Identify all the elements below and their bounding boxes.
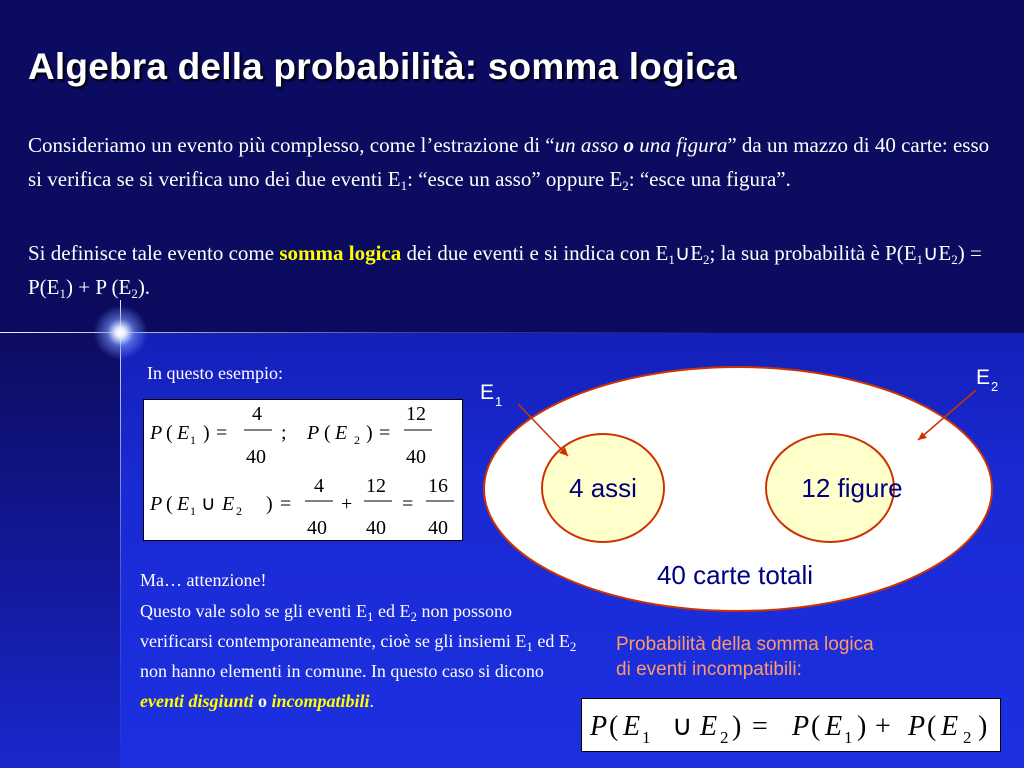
warn-highlight-disgiunti: eventi disgiunti bbox=[140, 691, 254, 711]
warn-sub-3: 1 bbox=[526, 639, 533, 654]
def-union-symbol: ∪ bbox=[674, 241, 691, 265]
ff-p1: P bbox=[590, 711, 608, 742]
f-e4: E bbox=[222, 493, 235, 515]
def-highlight-somma-logica: somma logica bbox=[279, 241, 402, 265]
incompatible-prob-label bbox=[616, 632, 874, 682]
f-sub1a: 1 bbox=[190, 433, 196, 447]
def-text-h: ). bbox=[137, 275, 151, 299]
prob-label-line1: Probabilità della somma logica bbox=[616, 634, 874, 655]
warn-bold-o: o bbox=[253, 691, 272, 711]
f-den-40e: 40 bbox=[428, 517, 448, 539]
ff-e3: E bbox=[825, 711, 843, 742]
f-eq4: = bbox=[402, 493, 414, 515]
f-e2: E bbox=[335, 422, 348, 444]
intro-sub-2: 2 bbox=[622, 178, 629, 193]
f-lp3: ( bbox=[166, 493, 173, 515]
intro-sub-1: 1 bbox=[400, 178, 408, 193]
prob-label-line2: di eventi incompatibili: bbox=[616, 659, 802, 680]
f-e3: E bbox=[177, 493, 190, 515]
f-rp3: ) bbox=[266, 493, 273, 515]
warn-text-b: ed E bbox=[373, 601, 411, 621]
ff-e2: E bbox=[700, 711, 718, 742]
warn-sub-1: 1 bbox=[366, 609, 374, 624]
ff-rp1: ) bbox=[732, 711, 742, 742]
ff-lp3: ( bbox=[927, 711, 937, 742]
intro-paragraph bbox=[28, 128, 1003, 196]
example-formula-box bbox=[143, 399, 463, 541]
def-sub-5: 1 bbox=[59, 286, 66, 301]
f-den-40d: 40 bbox=[366, 517, 386, 539]
def-text-c: E bbox=[690, 241, 704, 265]
ff-eq: = bbox=[752, 711, 768, 742]
warn-sub-2: 2 bbox=[410, 609, 417, 624]
star-glow-icon bbox=[93, 305, 148, 360]
def-sub-6: 2 bbox=[131, 286, 138, 301]
final-formula-svg bbox=[582, 699, 1000, 751]
f-semi: ; bbox=[281, 422, 287, 444]
warn-period: . bbox=[369, 691, 375, 711]
f-rp1: ) bbox=[203, 422, 210, 444]
f-num-16: 16 bbox=[428, 475, 448, 497]
intro-text-c: : “esce un asso” oppure E bbox=[407, 167, 623, 191]
warn-text-a: Questo vale solo se gli eventi E bbox=[140, 601, 367, 621]
final-formula-box bbox=[581, 698, 1001, 752]
f-p3: P bbox=[150, 493, 163, 515]
ff-rp3: ) bbox=[978, 711, 988, 742]
def-text-g: ) + P (E bbox=[66, 275, 132, 299]
ff-lp1: ( bbox=[609, 711, 619, 742]
f-num-4a: 4 bbox=[252, 403, 262, 425]
f-den-40b: 40 bbox=[406, 446, 426, 468]
ff-union: ∪ bbox=[672, 711, 693, 742]
ff-sub2b: 2 bbox=[963, 728, 972, 747]
example-formula-svg bbox=[144, 400, 462, 540]
ff-plus: + bbox=[875, 711, 891, 742]
e1-sub: 1 bbox=[495, 394, 503, 409]
slide-title: Algebra della probabilità: somma logica bbox=[28, 46, 737, 87]
f-rp2: ) bbox=[366, 422, 373, 444]
f-sub1b: 1 bbox=[190, 504, 196, 518]
ff-e4: E bbox=[941, 711, 959, 742]
def-text-a: Si definisce tale evento come bbox=[28, 241, 280, 265]
def-sub-3: 1 bbox=[916, 252, 924, 267]
intro-text-b: ” da un mazzo di 40 carte: esso si verifica se si verifica uno dei due eventi E bbox=[28, 133, 990, 191]
intro-text-a: Consideriamo un evento più complesso, come l’estrazione di “ bbox=[28, 133, 555, 157]
left-decor-bar bbox=[0, 333, 120, 768]
e2-label: E bbox=[976, 366, 991, 389]
horizontal-light-line bbox=[0, 332, 1024, 333]
warn-text-e: non hanno elementi in comune. In questo caso si dicono bbox=[140, 661, 544, 681]
intro-italic-figura: una figura bbox=[633, 133, 728, 157]
def-sub-2: 2 bbox=[703, 252, 710, 267]
ff-sub1b: 1 bbox=[844, 728, 853, 747]
f-lp1: ( bbox=[166, 422, 173, 444]
example-label: In questo esempio: bbox=[147, 363, 283, 383]
ff-p3: P bbox=[908, 711, 926, 742]
warn-highlight-incompatibili: incompatibili bbox=[271, 691, 370, 711]
f-sub2b: 2 bbox=[236, 504, 242, 518]
f-eq3: = bbox=[280, 493, 292, 515]
f-num-12a: 12 bbox=[406, 403, 426, 425]
def-sub-1: 1 bbox=[668, 252, 675, 267]
warn-sub-4: 2 bbox=[569, 639, 577, 654]
warning-title: Ma… attenzione! bbox=[140, 570, 267, 590]
intro-italic-asso: un asso bbox=[554, 133, 624, 157]
warn-text-d: ed E bbox=[532, 631, 570, 651]
def-text-e: ∪E bbox=[923, 241, 952, 265]
warn-text-c: non possono verificarsi contemporaneamente, cioè se gli insiemi E bbox=[140, 601, 527, 651]
venn-diagram bbox=[480, 360, 1024, 620]
f-sub2a: 2 bbox=[354, 433, 360, 447]
definition-paragraph bbox=[28, 236, 1003, 304]
ff-e1: E bbox=[623, 711, 641, 742]
f-e1: E bbox=[177, 422, 190, 444]
venn-svg bbox=[480, 360, 1024, 620]
def-text-d: ; la sua probabilità è P(E bbox=[709, 241, 917, 265]
ff-p2: P bbox=[792, 711, 810, 742]
f-num-12b: 12 bbox=[366, 475, 386, 497]
def-text-b: dei due eventi e si indica con E bbox=[401, 241, 669, 265]
def-sub-4: 2 bbox=[951, 252, 958, 267]
ff-sub2a: 2 bbox=[720, 728, 729, 747]
f-den-40a: 40 bbox=[246, 446, 266, 468]
intro-bold-o: o bbox=[623, 133, 634, 157]
total-cards-label: 40 carte totali bbox=[656, 560, 814, 590]
f-eq1: = bbox=[216, 422, 228, 444]
aces-label: 4 assi bbox=[569, 473, 637, 503]
f-eq2: = bbox=[379, 422, 391, 444]
f-p1: P bbox=[150, 422, 163, 444]
f-num-4b: 4 bbox=[314, 475, 324, 497]
f-p2: P bbox=[307, 422, 320, 444]
def-text-f: ) = P(E bbox=[28, 241, 982, 299]
ff-lp2: ( bbox=[811, 711, 821, 742]
figures-label: 12 figure bbox=[801, 473, 903, 503]
e2-sub: 2 bbox=[991, 379, 999, 394]
e1-label: E bbox=[480, 381, 495, 404]
ff-rp2: ) bbox=[857, 711, 867, 742]
ff-sub1a: 1 bbox=[642, 728, 651, 747]
f-den-40c: 40 bbox=[307, 517, 327, 539]
f-lp2: ( bbox=[324, 422, 331, 444]
f-union: ∪ bbox=[201, 493, 216, 515]
intro-text-d: : “esce una figura”. bbox=[628, 167, 791, 191]
f-plus: + bbox=[341, 493, 353, 515]
vertical-light-line bbox=[120, 300, 121, 768]
